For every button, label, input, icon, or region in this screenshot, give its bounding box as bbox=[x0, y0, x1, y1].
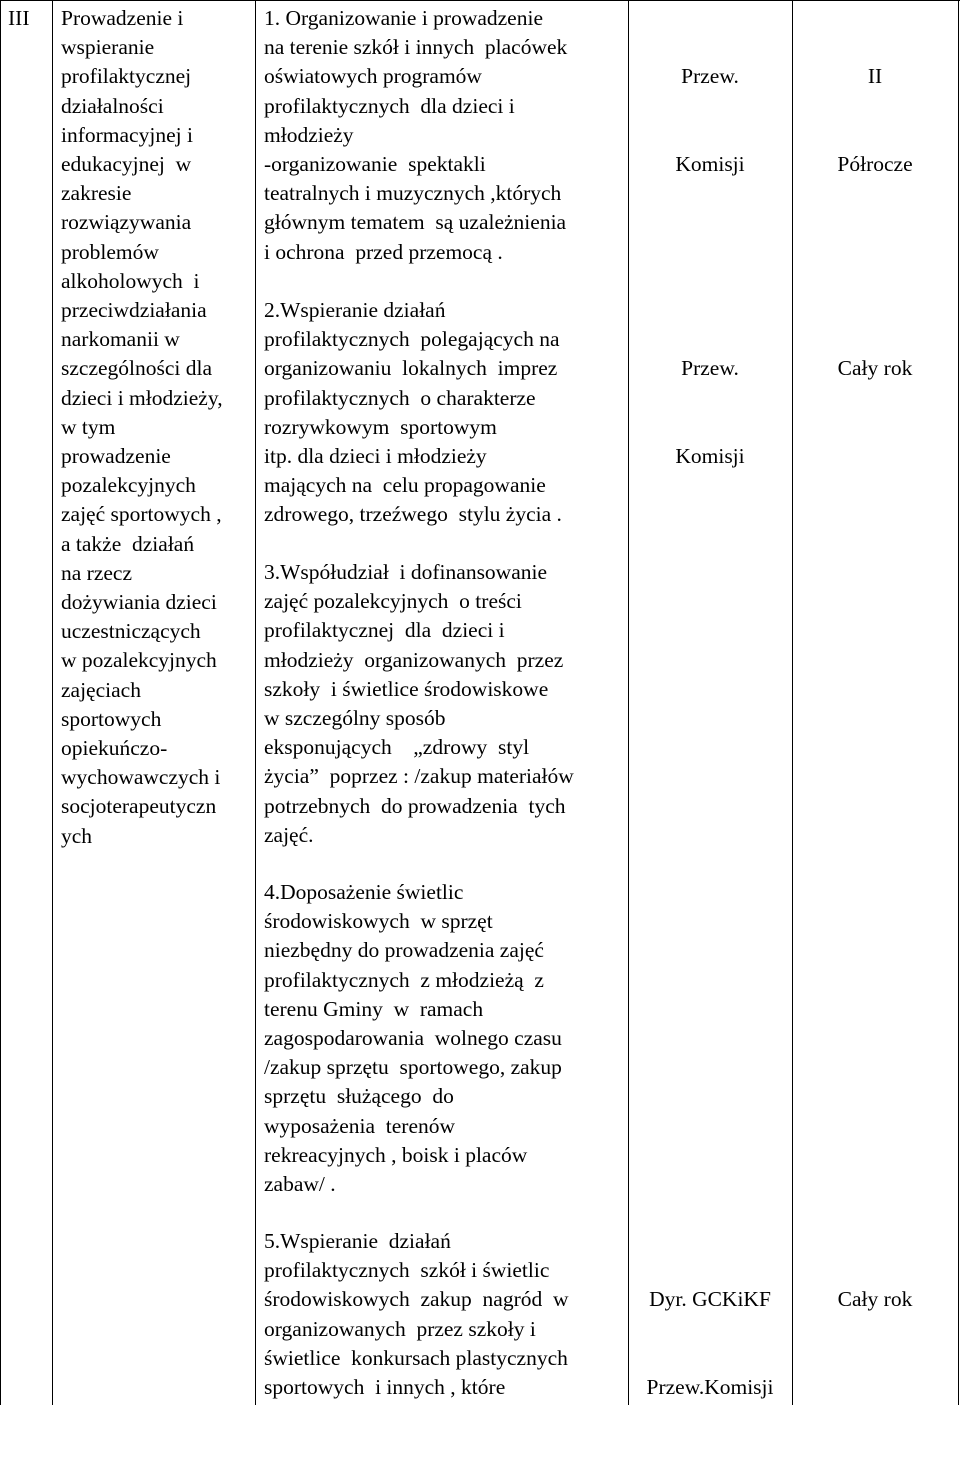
entry-line: 1. Organizowanie i prowadzenie bbox=[264, 6, 543, 30]
task-line: w tym bbox=[61, 414, 116, 439]
task-line: szczególności dla bbox=[61, 356, 213, 381]
responsible-line: Komisji bbox=[675, 152, 745, 177]
task-line: działalności bbox=[61, 93, 164, 118]
entry-line: rekreacyjnych , boisk i placów bbox=[264, 1142, 528, 1167]
task-line: zajęciach bbox=[61, 677, 141, 702]
term-line: II bbox=[867, 64, 883, 89]
entry-line: 3.Współudział i dofinansowanie bbox=[264, 560, 548, 584]
task-line: sportowych bbox=[61, 706, 162, 731]
entry-line: organizowanych przez szkoły i bbox=[264, 1316, 536, 1341]
task-line: wychowawczych i bbox=[61, 765, 221, 790]
task-line: Prowadzenie i bbox=[61, 6, 184, 30]
entry-line: organizowaniu lokalnych imprez bbox=[264, 356, 558, 381]
task-line: w pozalekcyjnych bbox=[61, 648, 217, 673]
entry-line: i ochrona przed przemocą . bbox=[264, 239, 503, 264]
table-border-col1 bbox=[52, 0, 53, 1405]
term-5 bbox=[793, 1227, 957, 1373]
task-description bbox=[61, 4, 223, 851]
responsible-line: Przew. bbox=[681, 356, 739, 381]
table-border-right bbox=[958, 0, 959, 1405]
entry-line: wyposażenia terenów bbox=[264, 1113, 456, 1138]
task-line: dzieci i młodzieży, bbox=[61, 385, 223, 410]
task-line: profilaktycznej bbox=[61, 64, 192, 89]
task-line: prowadzenie bbox=[61, 444, 171, 469]
task-line: ych bbox=[61, 823, 93, 848]
table-top-border bbox=[0, 0, 960, 1]
entry-line: terenu Gminy w ramach bbox=[264, 996, 484, 1021]
term-line: Cały rok bbox=[837, 356, 913, 381]
entry-line: /zakup sprzętu sportowego, zakup bbox=[264, 1055, 562, 1080]
entry-line: zdrowego, trzeźwego stylu życia . bbox=[264, 502, 562, 527]
entry-line: młodzieży bbox=[264, 122, 354, 147]
entry-line: szkoły i świetlice środowiskowe bbox=[264, 676, 549, 701]
entry-line: zabaw/ . bbox=[264, 1172, 336, 1197]
entry-line: głównym tematem są uzależnienia bbox=[264, 210, 567, 235]
table-border-left bbox=[0, 0, 1, 1405]
term-line: Cały rok bbox=[837, 1287, 913, 1312]
task-line: informacyjnej i bbox=[61, 122, 193, 147]
responsible-5 bbox=[629, 1227, 791, 1461]
entry-line: świetlice konkursach plastycznych bbox=[264, 1345, 568, 1370]
term-line: Półrocze bbox=[837, 152, 913, 177]
task-line: wspieranie bbox=[61, 35, 155, 60]
task-line: socjoterapeutyczn bbox=[61, 794, 217, 819]
task-line: przeciwdziałania bbox=[61, 298, 207, 323]
entry-line: zajęć. bbox=[264, 822, 314, 847]
table-border-col2 bbox=[255, 0, 256, 1405]
row-number: III bbox=[8, 6, 30, 30]
entry-line: oświatowych programów bbox=[264, 64, 482, 89]
entry-line: zajęć pozalekcyjnych o treści bbox=[264, 589, 522, 614]
entry-line: profilaktycznej dla dzieci i bbox=[264, 618, 505, 643]
task-line: zakresie bbox=[61, 181, 132, 206]
entry-line: sportowych i innych , które bbox=[264, 1375, 506, 1400]
entry-line: środowiskowych w sprzęt bbox=[264, 909, 493, 934]
entry-line: eksponujących „zdrowy styl bbox=[264, 735, 530, 760]
task-line: dożywiania dzieci bbox=[61, 590, 217, 615]
activity-entry-3 bbox=[264, 558, 574, 850]
entry-line: zagospodarowania wolnego czasu bbox=[264, 1026, 562, 1051]
responsible-line: Dyr. GCKiKF bbox=[649, 1287, 771, 1312]
entry-line: młodzieży organizowanych przez bbox=[264, 647, 564, 672]
activity-entry-1 bbox=[264, 4, 567, 267]
task-line: uczestniczących bbox=[61, 619, 201, 644]
responsible-2 bbox=[629, 296, 791, 530]
entry-line: 5.Wspieranie działań bbox=[264, 1229, 451, 1253]
task-line: opiekuńczo- bbox=[61, 736, 168, 761]
entry-line: profilaktycznych o charakterze bbox=[264, 385, 536, 410]
entry-line: rozrywkowym sportowym bbox=[264, 414, 497, 439]
responsible-line: Komisji bbox=[675, 444, 745, 469]
task-line: problemów bbox=[61, 239, 159, 264]
entry-line: sprzętu służącego do bbox=[264, 1084, 454, 1109]
entry-line: profilaktycznych z młodzieżą z bbox=[264, 967, 544, 992]
entry-line: życia” poprzez : /zakup materiałów bbox=[264, 764, 574, 789]
term-1 bbox=[793, 4, 957, 238]
responsible-1 bbox=[629, 4, 791, 238]
activity-entry-5 bbox=[264, 1227, 569, 1402]
task-line: zajęć sportowych , bbox=[61, 502, 222, 527]
entry-line: w szczególny sposób bbox=[264, 706, 446, 731]
entry-line: mających na celu propagowanie bbox=[264, 473, 546, 498]
entry-line: profilaktycznych szkół i świetlic bbox=[264, 1258, 550, 1283]
task-line: pozalekcyjnych bbox=[61, 473, 196, 498]
activity-entry-2 bbox=[264, 296, 562, 530]
entry-line: profilaktycznych polegających na bbox=[264, 327, 560, 352]
entry-line: -organizowanie spektakli bbox=[264, 152, 486, 177]
responsible-line: Przew.Komisji bbox=[646, 1375, 774, 1400]
task-line: narkomanii w bbox=[61, 327, 180, 352]
entry-line: 2.Wspieranie działań bbox=[264, 298, 446, 322]
entry-line: na terenie szkół i innych placówek bbox=[264, 35, 568, 60]
entry-line: teatralnych i muzycznych ,których bbox=[264, 181, 562, 206]
entry-line: profilaktycznych dla dzieci i bbox=[264, 93, 515, 118]
entry-line: 4.Doposażenie świetlic bbox=[264, 880, 464, 904]
task-line: na rzecz bbox=[61, 560, 132, 585]
activity-entry-4 bbox=[264, 878, 562, 1199]
term-2 bbox=[793, 296, 957, 442]
entry-line: niezbędny do prowadzenia zajęć bbox=[264, 938, 544, 963]
entry-line: potrzebnych do prowadzenia tych bbox=[264, 793, 566, 818]
task-line: a także działań bbox=[61, 531, 195, 556]
responsible-line: Przew. bbox=[681, 64, 739, 89]
task-line: alkoholowych i bbox=[61, 268, 200, 293]
task-line: edukacyjnej w bbox=[61, 152, 192, 177]
entry-line: itp. dla dzieci i młodzieży bbox=[264, 444, 487, 469]
task-line: rozwiązywania bbox=[61, 210, 192, 235]
entry-line: środowiskowych zakup nagród w bbox=[264, 1287, 569, 1312]
